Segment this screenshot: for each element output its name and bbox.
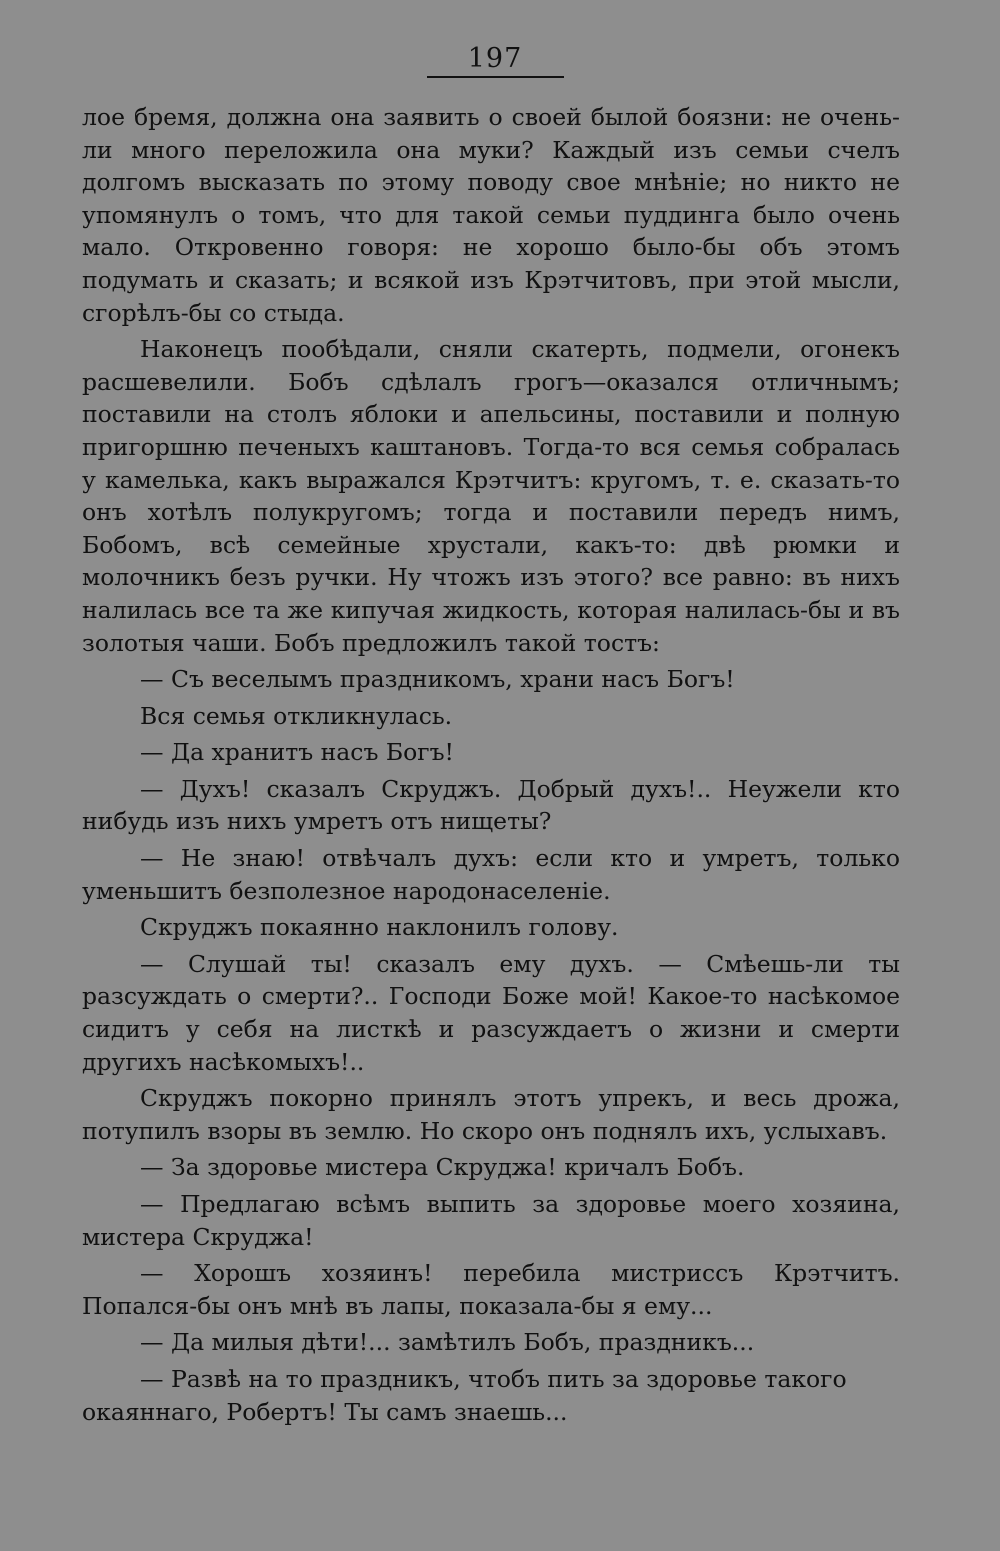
paragraph: — Слушай ты! сказалъ ему духъ. — Смѣешь-ли ты разсуждать о смерти?.. Господи Боже мой! Какое-то насѣкомое сидитъ у себя на листкѣ и разсуждаетъ о жизни и смерти другихъ насѣкомыхъ!.. [82,949,900,1076]
page-number-rule [427,76,564,78]
paragraph: — Да милыя дѣти!... замѣтилъ Бобъ, праздникъ... [140,1328,755,1357]
paragraph: — Развѣ на то праздникъ, чтобъ пить за здоровье такого окаяннаго, Робертъ! Ты самъ знаешь... [82,1364,847,1426]
paragraph: — Не знаю! отвѣчалъ духъ: если кто и умретъ, только уменьшитъ безполезное народонаселеніе. [82,844,900,905]
paragraph: — За здоровье мистера Скруджа! кричалъ Бобъ. [140,1153,745,1182]
page-number: 197 [467,43,523,74]
paragraph: Скруджъ покаянно наклонилъ голову. [140,913,619,942]
paragraph: лое бремя, должна она заявить о своей былой боязни: не очень-ли много переложила она муки? Каждый изъ семьи счелъ долгомъ высказать по этому поводу свое мнѣніе; но никто не упомянулъ о томъ, что для такой семьи пуддинга было очень мало. Откровенно говоря: не хорошо было-бы объ этомъ подумать и сказать; и всякой изъ Крэтчитовъ, при этой мысли, сгорѣлъ-бы со стыда. [82,103,900,327]
paragraph: — Предлагаю всѣмъ выпить за здоровье моего хозяина, мистера Скруджа! [82,1190,900,1251]
body-text [82,101,900,1432]
paragraph: — Да хранитъ насъ Богъ! [140,738,454,767]
paragraph: Наконецъ пообѣдали, сняли скатерть, подмели, огонекъ расшевелили. Бобъ сдѣлалъ грогъ—оказался отличнымъ; поставили на столъ яблоки и апельсины, поставили и полную пригоршню печеныхъ каштановъ. Тогда-то вся семья собралась у камелька, какъ выражался Крэтчитъ: кругомъ, т. е. сказать-то онъ хотѣлъ полукругомъ; тогда и поставили передъ нимъ, Бобомъ, всѣ семейные хрустали, какъ-то: двѣ рюмки и молочникъ безъ ручки. Ну чтожъ изъ этого? все равно: въ нихъ налилась все та же кипучая жидкость, которая налилась-бы и въ золотыя чаши. Бобъ предложилъ такой тостъ: [82,335,900,657]
paragraph: — Духъ! сказалъ Скруджъ. Добрый духъ!.. Неужели кто нибудь изъ нихъ умретъ отъ нищеты? [82,774,900,836]
paragraph: — Съ веселымъ праздникомъ, храни насъ Богъ! [140,665,735,694]
paragraph: Скруджъ покорно принялъ этотъ упрекъ, и весь дрожа, потупилъ взоры въ землю. Но скоро онъ поднялъ ихъ, услыхавъ. [82,1084,900,1145]
paragraph: — Хорошъ хозяинъ! перебила мистриссъ Крэтчитъ. Попался-бы онъ мнѣ въ лапы, показала-бы я ему... [82,1259,900,1320]
paragraph: Вся семья откликнулась. [140,701,453,730]
